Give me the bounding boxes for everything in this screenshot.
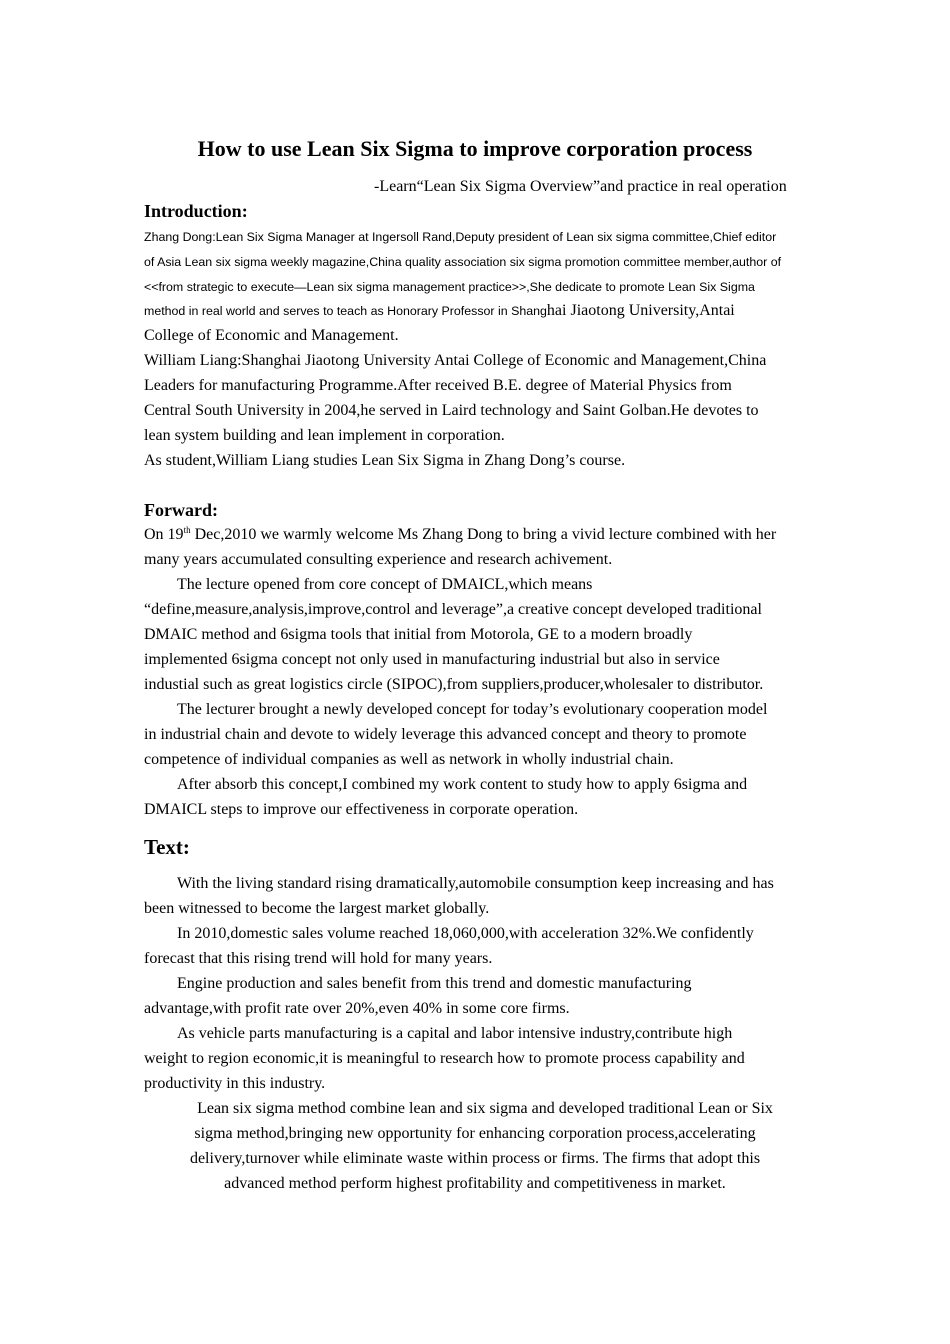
text-line: Engine production and sales benefit from this trend and domestic manufacturing xyxy=(177,975,692,992)
intro-zhang-line xyxy=(144,301,735,321)
text-line: In 2010,domestic sales volume reached 18,060,000,with acceleration 32%.We confidently xyxy=(177,925,754,942)
forward-line xyxy=(144,525,776,545)
text-line: been witnessed to become the largest market globally. xyxy=(144,900,490,917)
introduction-heading: Introduction: xyxy=(144,201,248,221)
forward-line: The lecturer brought a newly developed concept for today’s evolutionary cooperation model xyxy=(177,701,768,718)
text-line: As vehicle parts manufacturing is a capital and labor intensive industry,contribute high xyxy=(177,1025,733,1042)
forward-line: implemented 6sigma concept not only used in manufacturing industrial but also in service xyxy=(144,651,720,668)
forward-line: many years accumulated consulting experience and research achivement. xyxy=(144,551,613,568)
intro-zhang-line: College of Economic and Management. xyxy=(144,327,399,344)
text-line: weight to region economic,it is meaningful to research how to promote process capability and xyxy=(144,1050,745,1067)
text-line: advantage,with profit rate over 20%,even 40% in some core firms. xyxy=(144,1000,570,1017)
forward-line: DMAICL steps to improve our effectiveness in corporate operation. xyxy=(144,801,579,818)
forward-line: The lecture opened from core concept of DMAICL,which means xyxy=(177,576,593,593)
forward-line: competence of individual companies as well as network in wholly industrial chain. xyxy=(144,751,674,768)
forward-line: “define,measure,analysis,improve,control and leverage”,a creative concept developed traditional xyxy=(144,601,762,618)
forward-line: DMAIC method and 6sigma tools that initial from Motorola, GE to a modern broadly xyxy=(144,626,693,643)
forward-line1-sup: th xyxy=(183,525,191,535)
text-centered-line: delivery,turnover while eliminate waste within process or firms. The firms that adopt this xyxy=(189,1150,761,1167)
intro-zhang-line: <<from strategic to execute—Lean six sigma management practice>>,She dedicate to promote Lean Six Sigma xyxy=(144,280,755,294)
text-line: productivity in this industry. xyxy=(144,1075,326,1092)
intro-william-line: William Liang:Shanghai Jiaotong University Antai College of Economic and Management,China xyxy=(144,352,767,369)
intro-william-line: Central South University in 2004,he served in Laird technology and Saint Golban.He devotes to xyxy=(144,402,759,419)
text-line: forecast that this rising trend will hold for many years. xyxy=(144,950,493,967)
forward-line1-post: Dec,2010 we warmly welcome Ms Zhang Dong to bring a vivid lecture combined with her xyxy=(190,526,777,543)
forward-line: After absorb this concept,I combined my work content to study how to apply 6sigma and xyxy=(177,776,748,793)
intro-student-line: As student,William Liang studies Lean Six Sigma in Zhang Dong’s course. xyxy=(144,452,626,469)
document-title: How to use Lean Six Sigma to improve corporation process xyxy=(197,136,753,161)
intro-william-line: lean system building and lean implement in corporation. xyxy=(144,427,505,444)
intro-zhang-line: of Asia Lean six sigma weekly magazine,China quality association six sigma promotion committee member,author of xyxy=(144,255,782,269)
forward-line: in industrial chain and devote to widely leverage this advanced concept and theory to promote xyxy=(144,726,747,743)
intro-william-line: Leaders for manufacturing Programme.After received B.E. degree of Material Physics from xyxy=(144,377,732,394)
forward-heading: Forward: xyxy=(144,500,218,520)
intro-zhang-line4-sans: method in real world and serves to teach as Honorary Professor in Shang xyxy=(144,304,547,318)
text-line: With the living standard rising dramatically,automobile consumption keep increasing and has xyxy=(177,875,774,892)
intro-zhang-line: Zhang Dong:Lean Six Sigma Manager at Ingersoll Rand,Deputy president of Lean six sigma committee,Chief editor xyxy=(144,230,777,244)
document-subtitle: -Learn“Lean Six Sigma Overview”and practice in real operation xyxy=(374,178,787,195)
intro-zhang-line4-serif: hai Jiaotong University,Antai xyxy=(546,302,735,319)
text-centered-line: Lean six sigma method combine lean and six sigma and developed traditional Lean or Six xyxy=(197,1100,773,1117)
text-centered-line: sigma method,bringing new opportunity for enhancing corporation process,accelerating xyxy=(194,1125,756,1142)
forward-line: industial such as great logistics circle (SIPOC),from suppliers,producer,wholesaler to distributor. xyxy=(144,676,764,693)
text-centered-line: advanced method perform highest profitability and competitiveness in market. xyxy=(224,1175,726,1192)
forward-line1-pre: On 19 xyxy=(144,526,184,543)
text-heading: Text: xyxy=(144,835,190,859)
